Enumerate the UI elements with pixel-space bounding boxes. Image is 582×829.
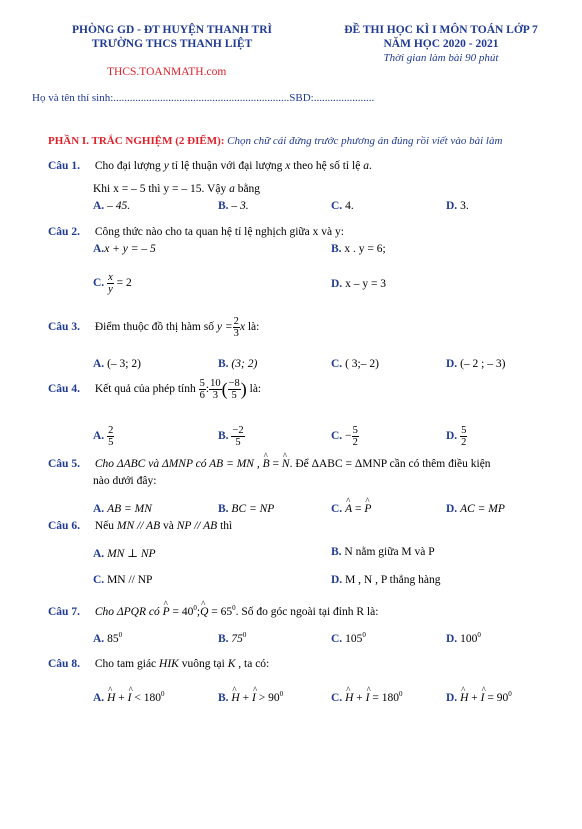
fraction bbox=[231, 425, 244, 448]
option-letter: C. bbox=[331, 200, 343, 212]
option-text: x . y = 6; bbox=[344, 243, 386, 255]
option-c[interactable] bbox=[331, 425, 359, 448]
option-d[interactable] bbox=[331, 574, 440, 586]
question-label: Câu 6. bbox=[48, 520, 80, 532]
function-lhs: y = bbox=[216, 321, 233, 334]
question-4 bbox=[48, 378, 261, 401]
option-d[interactable] bbox=[446, 503, 505, 515]
option-text: MN // NP bbox=[107, 574, 153, 586]
section-heading: PHẦN I. TRẮC NGHIỆM (2 ĐIỂM): bbox=[48, 135, 225, 147]
option-b[interactable] bbox=[218, 425, 245, 448]
math-expr: MN // AB bbox=[116, 520, 161, 532]
option-letter: C. bbox=[93, 574, 105, 586]
degree-sup: 0 bbox=[398, 690, 403, 698]
question-text: Nếu bbox=[94, 520, 117, 532]
option-letter: D. bbox=[446, 200, 458, 212]
question-text: bằng bbox=[234, 183, 261, 195]
degree-sup: 0 bbox=[362, 631, 366, 639]
fraction-numerator: 10 bbox=[210, 378, 221, 389]
option-text: = 2 bbox=[116, 277, 132, 290]
option-letter: A. bbox=[93, 548, 105, 560]
question-text: theo hệ số tỉ lệ bbox=[290, 160, 364, 172]
student-info-line: Họ và tên thí sinh:................................................................SBD:...................... bbox=[32, 92, 375, 104]
option-letter: C. bbox=[331, 430, 343, 443]
option-text: 4. bbox=[345, 200, 354, 212]
question-3 bbox=[48, 316, 259, 339]
relation: = 90 bbox=[484, 691, 509, 704]
question-text: vuông tại bbox=[178, 658, 228, 670]
option-letter: D. bbox=[331, 574, 343, 586]
option-d[interactable] bbox=[446, 200, 469, 212]
question-text: Khi x = – 5 thì y = – 15. Vậy bbox=[93, 183, 230, 195]
option-text: (3; 2) bbox=[231, 358, 258, 370]
fraction-numerator: −8 bbox=[228, 378, 240, 389]
angle-a: ^ A bbox=[345, 503, 352, 515]
question-label: Câu 7. bbox=[48, 605, 80, 618]
option-letter: D. bbox=[446, 691, 458, 704]
angle-h: ^ H bbox=[231, 692, 239, 704]
question-text: . bbox=[368, 160, 372, 172]
angle-q: ^ Q bbox=[200, 606, 208, 618]
question-5-line2: nào dưới đây: bbox=[93, 475, 157, 487]
fraction bbox=[199, 378, 206, 401]
degree-sup: 0 bbox=[118, 631, 123, 639]
degree-sup: 0 bbox=[279, 690, 284, 698]
option-a[interactable] bbox=[93, 358, 141, 370]
option-text: 85 bbox=[107, 632, 119, 645]
paren-close: ) bbox=[240, 379, 247, 399]
angle-h: ^ H bbox=[460, 692, 468, 704]
degree-sup: 0 bbox=[193, 604, 197, 612]
option-letter: A. bbox=[93, 358, 105, 370]
option-text: x – y = 3 bbox=[345, 278, 387, 290]
angle-h: ^ H bbox=[345, 692, 353, 704]
option-c[interactable] bbox=[93, 272, 132, 295]
option-letter: B. bbox=[331, 243, 342, 255]
option-d[interactable] bbox=[331, 278, 386, 290]
question-text: , ta có: bbox=[235, 658, 270, 670]
operator: + bbox=[239, 691, 252, 704]
degree-sup: 0 bbox=[160, 690, 165, 698]
relation: = 180 bbox=[369, 691, 399, 704]
option-text: 105 bbox=[345, 632, 363, 645]
option-letter: C. bbox=[331, 691, 343, 704]
option-text: AC = MP bbox=[460, 503, 505, 515]
degree-sup: 0 bbox=[242, 631, 247, 639]
option-letter: D. bbox=[446, 430, 458, 443]
option-a[interactable] bbox=[93, 200, 130, 212]
exam-title: ĐỀ THI HỌC KÌ I MÔN TOÁN LỚP 7 bbox=[344, 24, 538, 36]
school-name: TRƯỜNG THCS THANH LIỆT bbox=[91, 38, 253, 50]
option-text: (– 2 ; – 3) bbox=[460, 358, 506, 370]
question-5 bbox=[48, 458, 491, 470]
question-text: là: bbox=[244, 321, 260, 334]
option-text: M , N , P thẳng hàng bbox=[345, 574, 441, 586]
question-7 bbox=[48, 604, 378, 618]
option-letter: B. bbox=[218, 200, 229, 212]
option-letter: D. bbox=[446, 632, 458, 645]
var-a: a bbox=[229, 183, 235, 195]
option-text: ( 3;– 2) bbox=[345, 358, 379, 370]
option-letter: A. bbox=[93, 243, 105, 255]
option-letter: D. bbox=[331, 278, 343, 290]
question-label: Câu 2. bbox=[48, 226, 80, 238]
option-c[interactable] bbox=[331, 690, 402, 704]
option-letter: B. bbox=[218, 430, 229, 443]
var-x: x bbox=[285, 160, 291, 172]
angle-i: ^ I bbox=[366, 692, 370, 704]
angle-i: ^ I bbox=[481, 692, 485, 704]
question-label: Câu 3. bbox=[48, 321, 80, 334]
fraction-numerator: 5 bbox=[199, 378, 205, 389]
option-letter: C. bbox=[331, 503, 343, 515]
option-a[interactable] bbox=[93, 243, 156, 255]
question-text: Cho tam giác bbox=[94, 658, 160, 670]
question-label: Câu 8. bbox=[48, 658, 80, 670]
fraction-numerator: 5 bbox=[352, 425, 358, 436]
option-d[interactable] bbox=[446, 425, 467, 448]
section-instruction: Chọn chữ cái đứng trước phương án đúng rồi viết vào bài làm bbox=[227, 135, 503, 147]
option-a[interactable] bbox=[93, 690, 164, 704]
option-text: x + y = – 5 bbox=[104, 243, 156, 255]
question-text: . Để ΔABC = ΔMNP cần có thêm điều kiện bbox=[289, 458, 491, 470]
question-6 bbox=[48, 520, 232, 532]
option-sign: − bbox=[345, 430, 352, 443]
question-text: Cho ΔPQR có bbox=[94, 605, 160, 618]
option-a[interactable] bbox=[93, 503, 152, 515]
fraction bbox=[107, 425, 114, 448]
question-label: Câu 4. bbox=[48, 383, 80, 396]
option-text: MN ⊥ NP bbox=[107, 548, 156, 560]
operator: + bbox=[115, 691, 128, 704]
option-letter: C. bbox=[331, 632, 343, 645]
option-b[interactable] bbox=[331, 546, 435, 558]
option-c[interactable] bbox=[331, 200, 354, 212]
option-d[interactable] bbox=[446, 631, 481, 645]
var-a: a bbox=[363, 160, 369, 172]
option-letter: A. bbox=[93, 200, 105, 212]
exam-duration: Thời gian làm bài 90 phút bbox=[383, 52, 499, 64]
option-letter: B. bbox=[218, 503, 229, 515]
fraction-denominator: 6 bbox=[199, 390, 205, 401]
option-letter: B. bbox=[218, 632, 229, 645]
question-label: Câu 1. bbox=[48, 160, 80, 172]
option-text: 3. bbox=[460, 200, 469, 212]
option-text: – 45. bbox=[107, 200, 131, 212]
option-text: 100 bbox=[460, 632, 478, 645]
question-2 bbox=[48, 226, 344, 238]
option-d[interactable] bbox=[446, 690, 512, 704]
fraction-numerator: 5 bbox=[461, 425, 467, 436]
fraction-denominator: 2 bbox=[352, 437, 358, 448]
question-text: Công thức nào cho ta quan hệ tỉ lệ nghịch giữa x và y: bbox=[94, 226, 344, 238]
option-c[interactable] bbox=[93, 574, 152, 586]
angle-i: ^ I bbox=[128, 692, 132, 704]
fraction bbox=[460, 425, 467, 448]
fraction-numerator: 2 bbox=[108, 425, 114, 436]
question-label: Câu 5. bbox=[48, 458, 80, 470]
angle-h: ^ H bbox=[107, 692, 115, 704]
fraction bbox=[107, 272, 114, 295]
option-b[interactable] bbox=[218, 200, 249, 212]
option-text: BC = NP bbox=[231, 503, 275, 515]
fraction-denominator: y bbox=[108, 284, 113, 295]
option-letter: B. bbox=[331, 546, 342, 558]
math-expr: K bbox=[227, 658, 236, 670]
option-a[interactable] bbox=[93, 631, 122, 645]
section-title bbox=[48, 135, 502, 147]
angle-p: ^ P bbox=[163, 606, 170, 618]
question-text: là: bbox=[246, 383, 262, 396]
degree-sup: 0 bbox=[508, 690, 512, 698]
degree-sup: 0 bbox=[232, 604, 236, 612]
operator: : bbox=[205, 383, 210, 396]
paren-open: ( bbox=[221, 379, 228, 399]
website-watermark: THCS.TOANMATH.com bbox=[107, 66, 227, 78]
fraction-denominator: 2 bbox=[461, 437, 467, 448]
math-expr: HIK bbox=[159, 658, 179, 670]
question-text: thì bbox=[217, 520, 233, 532]
fraction bbox=[228, 378, 241, 401]
option-text: AB = MN bbox=[107, 503, 152, 515]
question-1-line2 bbox=[93, 183, 260, 195]
fraction bbox=[352, 425, 359, 448]
question-text: Kết quả của phép tính bbox=[94, 383, 196, 396]
fraction bbox=[233, 316, 240, 339]
angle-value: = 65 bbox=[208, 605, 233, 618]
fraction-numerator: x bbox=[108, 272, 113, 283]
option-letter: A. bbox=[93, 691, 105, 704]
question-text: Điểm thuộc đồ thị hàm số bbox=[94, 321, 214, 334]
option-text: – 3. bbox=[231, 200, 249, 212]
fraction-denominator: 5 bbox=[108, 437, 114, 448]
option-c[interactable] bbox=[331, 358, 379, 370]
separator: ; bbox=[196, 605, 201, 618]
option-b[interactable] bbox=[218, 503, 274, 515]
operator: + bbox=[353, 691, 366, 704]
option-a[interactable] bbox=[93, 546, 156, 560]
fraction-denominator: 3 bbox=[212, 390, 218, 401]
fraction-numerator: −2 bbox=[232, 425, 244, 436]
option-letter: C. bbox=[93, 277, 105, 290]
angle-p: ^ P bbox=[364, 503, 371, 515]
angle-value: = 40 bbox=[169, 605, 194, 618]
question-text: và bbox=[160, 520, 177, 532]
operator: + bbox=[468, 691, 481, 704]
fraction-numerator: 2 bbox=[233, 316, 239, 327]
angle-n: ^ N bbox=[282, 458, 290, 470]
option-b[interactable] bbox=[218, 358, 257, 370]
school-year: NĂM HỌC 2020 - 2021 bbox=[383, 38, 499, 50]
option-letter: D. bbox=[446, 358, 458, 370]
option-letter: C. bbox=[331, 358, 343, 370]
option-letter: A. bbox=[93, 503, 105, 515]
math-expr: NP // AB bbox=[176, 520, 218, 532]
option-letter: B. bbox=[218, 358, 229, 370]
option-letter: B. bbox=[218, 691, 229, 704]
fraction-denominator: 5 bbox=[231, 390, 237, 401]
operator: = bbox=[352, 503, 365, 515]
option-letter: A. bbox=[93, 632, 105, 645]
fraction bbox=[209, 378, 222, 401]
option-text: (– 3; 2) bbox=[107, 358, 141, 370]
question-text: . Số đo góc ngoài tại đỉnh R là: bbox=[235, 605, 379, 618]
angle-i: ^ I bbox=[252, 692, 256, 704]
question-text: Cho đại lượng bbox=[94, 160, 164, 172]
fraction-denominator: 3 bbox=[233, 328, 239, 339]
degree-sup: 0 bbox=[477, 631, 481, 639]
option-b[interactable] bbox=[218, 631, 246, 645]
school-department: PHÒNG GD - ĐT HUYỆN THANH TRÌ bbox=[72, 24, 272, 36]
var-y: y bbox=[163, 160, 169, 172]
option-letter: D. bbox=[446, 503, 458, 515]
option-b[interactable] bbox=[218, 690, 283, 704]
question-text: Cho ΔABC và ΔMNP có AB = MN , bbox=[94, 458, 260, 470]
relation: > 90 bbox=[255, 691, 280, 704]
function-rhs: x bbox=[239, 321, 245, 334]
relation: < 180 bbox=[131, 691, 161, 704]
option-d[interactable] bbox=[446, 358, 505, 370]
option-letter: A. bbox=[93, 430, 105, 443]
question-8 bbox=[48, 658, 269, 670]
operator: = bbox=[269, 458, 282, 470]
option-c[interactable] bbox=[331, 503, 371, 515]
question-1 bbox=[48, 160, 372, 172]
option-c[interactable] bbox=[331, 631, 366, 645]
option-text: 75 bbox=[231, 632, 243, 645]
fraction-denominator: 5 bbox=[235, 437, 241, 448]
option-a[interactable] bbox=[93, 425, 114, 448]
question-text: tỉ lệ thuận với đại lượng bbox=[168, 160, 286, 172]
option-text: N nằm giữa M và P bbox=[344, 546, 435, 558]
option-b[interactable] bbox=[331, 243, 386, 255]
angle-b: ^ B bbox=[263, 458, 270, 470]
